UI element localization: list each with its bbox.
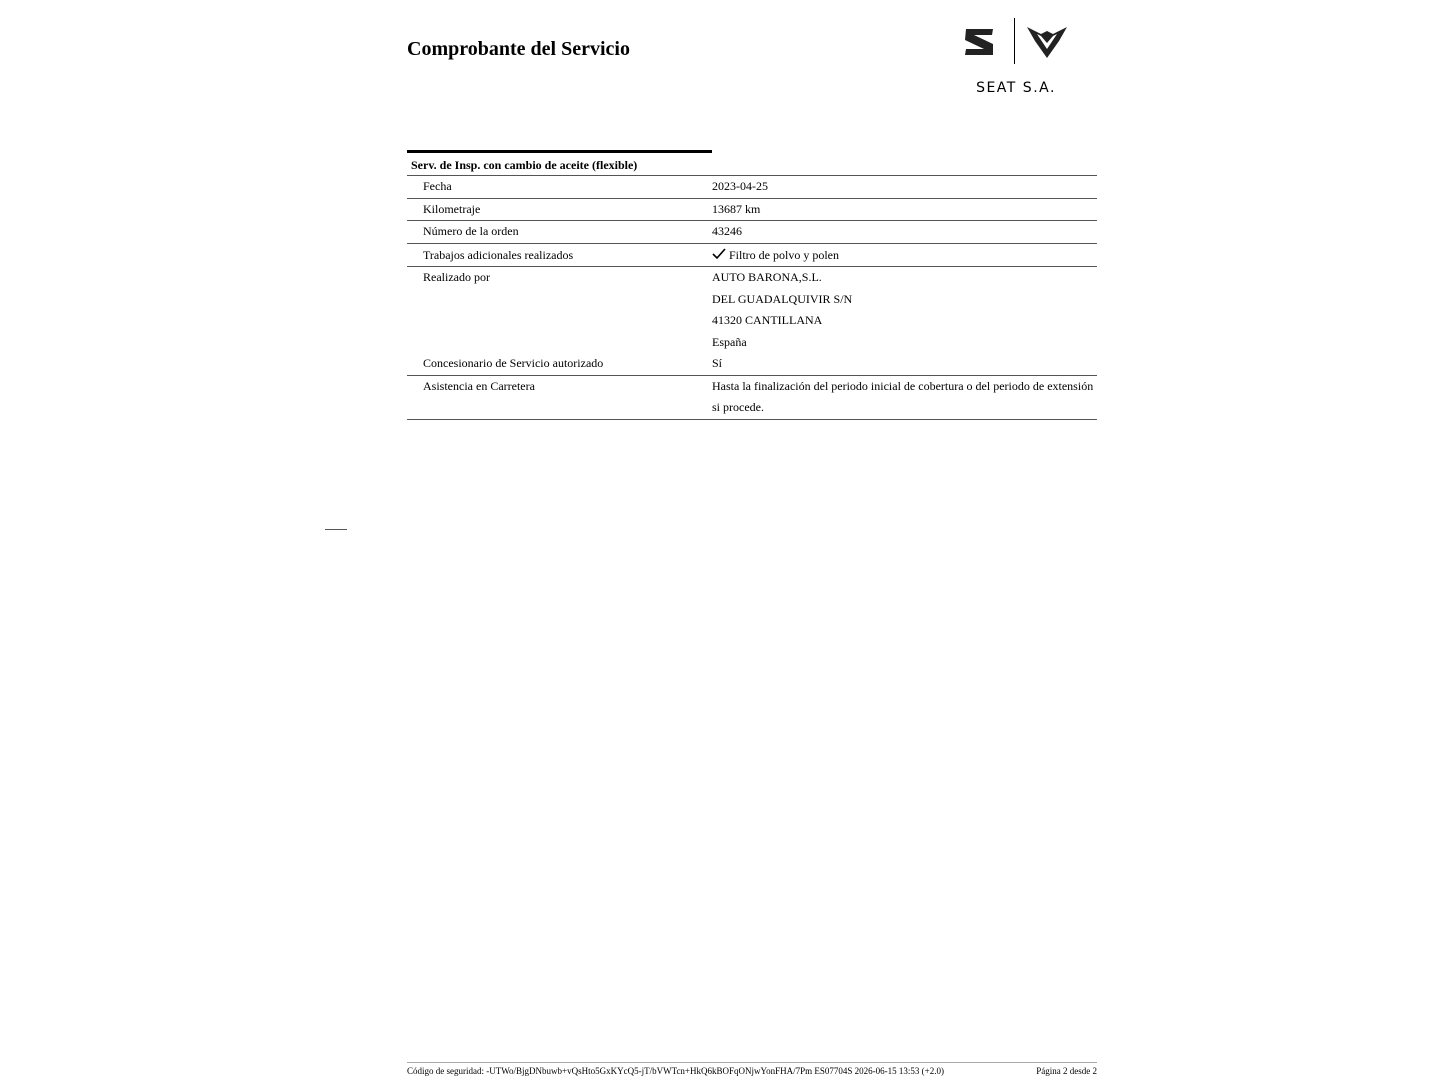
document-title: Comprobante del Servicio — [407, 38, 630, 60]
row-orden — [407, 221, 1097, 244]
footer-rule — [407, 1062, 1097, 1063]
service-section — [407, 155, 1097, 420]
row-label: Asistencia en Carretera — [423, 378, 535, 393]
row-concesionario — [407, 353, 1097, 376]
section-top-rule — [407, 150, 712, 153]
row-kilometraje — [407, 199, 1097, 222]
security-code: Código de seguridad: -UTWo/BjgDNbuwb+vQsHto5GxKYcQ5-jT/bVWTcn+HkQ6kBOFqONjwYonFHA/7Pm ES07704S 2026-06-15 13:53 (+2.0) — [407, 1066, 944, 1076]
row-trabajos — [407, 244, 1097, 268]
fold-mark — [325, 529, 347, 530]
asistencia-line: si procede. — [712, 400, 764, 414]
brand-logo — [958, 18, 1070, 100]
cupra-logo-icon — [1026, 25, 1068, 59]
address-line: 41320 CANTILLANA — [712, 313, 823, 327]
logo-separator — [1014, 18, 1015, 64]
seat-logo-icon — [962, 27, 996, 57]
row-label: Número de la orden — [423, 224, 519, 238]
row-value — [712, 376, 1097, 419]
row-asistencia — [407, 376, 1097, 420]
row-value — [712, 267, 1097, 353]
row-label: Concesionario de Servicio autorizado — [423, 356, 604, 370]
row-value: 13687 km — [712, 201, 761, 216]
row-value — [712, 245, 1097, 267]
checkmark-icon — [712, 248, 726, 260]
row-label: Fecha — [423, 179, 452, 193]
brand-text: SEAT S.A. — [976, 80, 1056, 96]
address-line: España — [712, 334, 747, 349]
section-heading: Serv. de Insp. con cambio de aceite (flexible) — [407, 155, 1097, 176]
address-line: AUTO BARONA,S.L. — [712, 270, 822, 284]
row-realizado — [407, 267, 1097, 353]
asistencia-line: Hasta la finalización del periodo inicial de cobertura o del periodo de extensión — [712, 378, 1094, 393]
row-value: 2023-04-25 — [712, 179, 768, 193]
trabajos-value: Filtro de polvo y polen — [729, 247, 839, 262]
row-value: Sí — [712, 356, 723, 370]
row-fecha — [407, 176, 1097, 199]
row-value: 43246 — [712, 224, 742, 238]
row-label: Realizado por — [423, 270, 490, 284]
page-number: Página 2 desde 2 — [1036, 1066, 1097, 1076]
footer — [407, 1066, 1097, 1076]
row-label: Trabajos adicionales realizados — [423, 247, 574, 262]
row-label: Kilometraje — [423, 201, 481, 216]
address-line: DEL GUADALQUIVIR S/N — [712, 291, 853, 306]
